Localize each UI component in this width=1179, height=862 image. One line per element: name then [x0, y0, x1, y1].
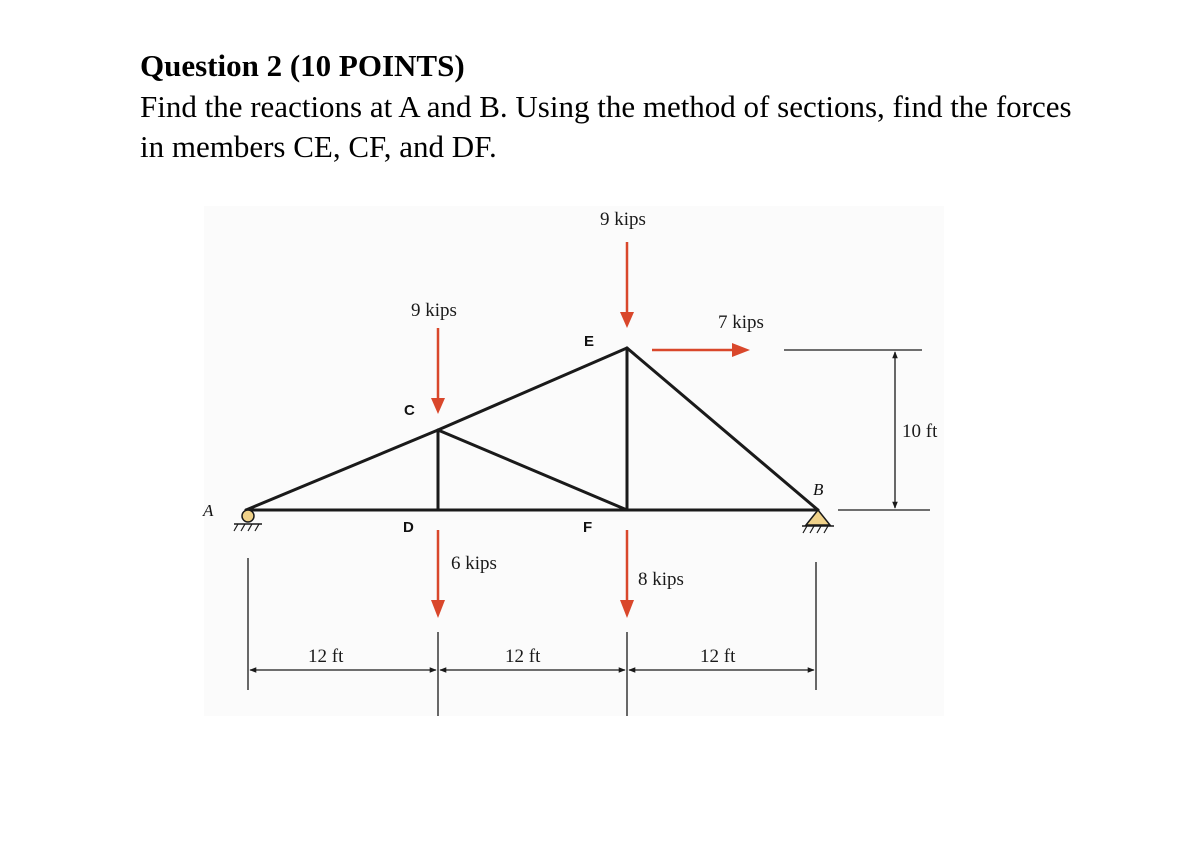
span-label-3: 12 ft — [700, 646, 736, 667]
node-label-d: D — [403, 519, 414, 536]
load-label-c: 9 kips — [411, 300, 457, 321]
question-heading: Question 2 (10 POINTS) — [140, 48, 465, 83]
support-label-a: A — [203, 501, 214, 520]
load-label-f: 8 kips — [638, 569, 684, 590]
load-label-d: 6 kips — [451, 553, 497, 574]
node-label-c: C — [404, 402, 415, 419]
span-label-1: 12 ft — [308, 646, 344, 667]
roller-icon — [242, 510, 254, 522]
question-prompt: Find the reactions at A and B. Using the method of sections, find the forces in members CE, CF, and DF. — [140, 89, 1072, 164]
load-label-e-horizontal: 7 kips — [718, 312, 764, 333]
node-label-e: E — [584, 333, 595, 350]
span-label-2: 12 ft — [505, 646, 541, 667]
figure-background — [204, 206, 944, 716]
height-label: 10 ft — [902, 421, 938, 442]
support-label-b: B — [813, 480, 824, 499]
load-label-e: 9 kips — [600, 209, 646, 230]
node-label-f: F — [583, 519, 593, 536]
